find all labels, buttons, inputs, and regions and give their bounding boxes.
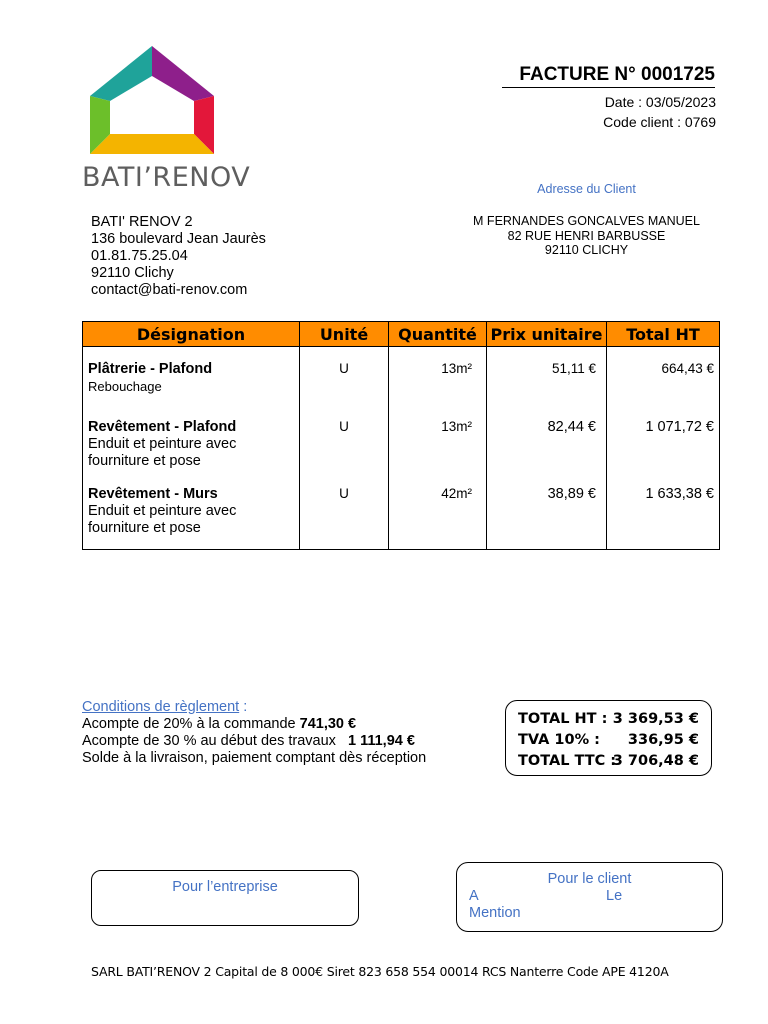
table-row xyxy=(83,347,720,420)
invoice-date: Date : 03/05/2023 xyxy=(604,94,716,110)
total-ht-label: TOTAL HT : xyxy=(518,711,608,727)
item-quantity: 42m² xyxy=(389,486,487,550)
company-city: 92110 Clichy xyxy=(91,265,174,281)
total-ht-value: 3 369,53 € xyxy=(612,711,699,727)
company-signature-box xyxy=(91,870,359,926)
client-signature-date: Le xyxy=(606,888,623,904)
item-detail: Enduit et peinture avec fourniture et pose xyxy=(88,436,237,469)
client-code: Code client : 0769 xyxy=(603,114,716,130)
column-header-unit: Unité xyxy=(300,322,389,347)
company-street: 136 boulevard Jean Jaurès xyxy=(91,231,266,247)
company-email: contact@bati-renov.com xyxy=(91,282,248,298)
column-header-quantity: Quantité xyxy=(389,322,487,347)
item-unit: U xyxy=(300,419,389,486)
column-header-unit-price: Prix unitaire xyxy=(487,322,607,347)
item-total: 664,43 € xyxy=(607,347,720,420)
client-address xyxy=(460,214,713,258)
tva-value: 336,95 € xyxy=(627,732,699,748)
item-name: Revêtement - Murs xyxy=(88,486,218,502)
table-row xyxy=(83,419,720,486)
total-ttc-label: TOTAL TTC : xyxy=(518,753,617,769)
balance-line: Solde à la livraison, paiement comptant dès réception xyxy=(82,750,427,766)
company-name: BATI' RENOV 2 xyxy=(91,214,193,230)
item-detail: Rebouchage xyxy=(88,379,162,394)
payment-conditions-heading: Conditions de règlement xyxy=(82,699,240,715)
client-signature-box xyxy=(456,862,723,932)
brand-name: BATI’RENOV xyxy=(82,162,251,193)
totals-box xyxy=(505,700,712,776)
item-unit: U xyxy=(300,347,389,420)
column-header-total-ht: Total HT xyxy=(607,322,720,347)
item-unit: U xyxy=(300,486,389,550)
column-header-designation: Désignation xyxy=(83,322,300,347)
item-unit-price: 38,89 € xyxy=(487,486,607,550)
item-quantity: 13m² xyxy=(389,347,487,420)
item-total: 1 633,38 € xyxy=(607,486,720,550)
tva-label: TVA 10% : xyxy=(518,732,600,748)
item-detail: Enduit et peinture avec fourniture et pose xyxy=(88,503,237,536)
item-unit-price: 82,44 € xyxy=(487,419,607,486)
client-signature-label: Pour le client xyxy=(547,871,632,887)
legal-footer: SARL BATI’RENOV 2 Capital de 8 000€ Siret 823 658 554 00014 RCS Nanterre Code APE 4120A xyxy=(91,964,669,979)
client-signature-mention: Mention xyxy=(469,905,521,921)
client-street: 82 RUE HENRI BARBUSSE xyxy=(507,228,666,243)
total-ttc-value: 3 706,48 € xyxy=(612,753,699,769)
item-name: Revêtement - Plafond xyxy=(88,419,237,435)
client-signature-place: A xyxy=(469,888,479,904)
client-address-heading: Adresse du Client xyxy=(537,182,636,196)
company-signature-label: Pour l’entreprise xyxy=(172,879,278,895)
item-name: Plâtrerie - Plafond xyxy=(88,361,213,377)
invoice-items-table xyxy=(82,321,720,550)
invoice-title: FACTURE N° 0001725 xyxy=(502,64,715,88)
company-phone: 01.81.75.25.04 xyxy=(91,248,188,264)
payment-conditions: Conditions de règlement : Acompte de 20% à la commande 741,30 € Acompte de 30 % au début des travaux 1 111,94 € Solde à la livraison, paiement comptant dès réception xyxy=(82,699,427,766)
deposit-line-2: Acompte de 30 % au début des travaux 1 111,94 € xyxy=(82,733,415,749)
item-unit-price: 51,11 € xyxy=(487,347,607,420)
item-quantity: 13m² xyxy=(389,419,487,486)
deposit-line-1: Acompte de 20% à la commande 741,30 € xyxy=(82,716,357,732)
client-city: 92110 CLICHY xyxy=(544,243,629,257)
client-name: M FERNANDES GONCALVES MANUEL xyxy=(473,214,700,228)
table-header-row xyxy=(83,322,720,347)
table-row xyxy=(83,486,720,550)
bati-renov-logo-icon xyxy=(90,46,220,164)
company-address xyxy=(91,214,266,299)
item-total: 1 071,72 € xyxy=(607,419,720,486)
